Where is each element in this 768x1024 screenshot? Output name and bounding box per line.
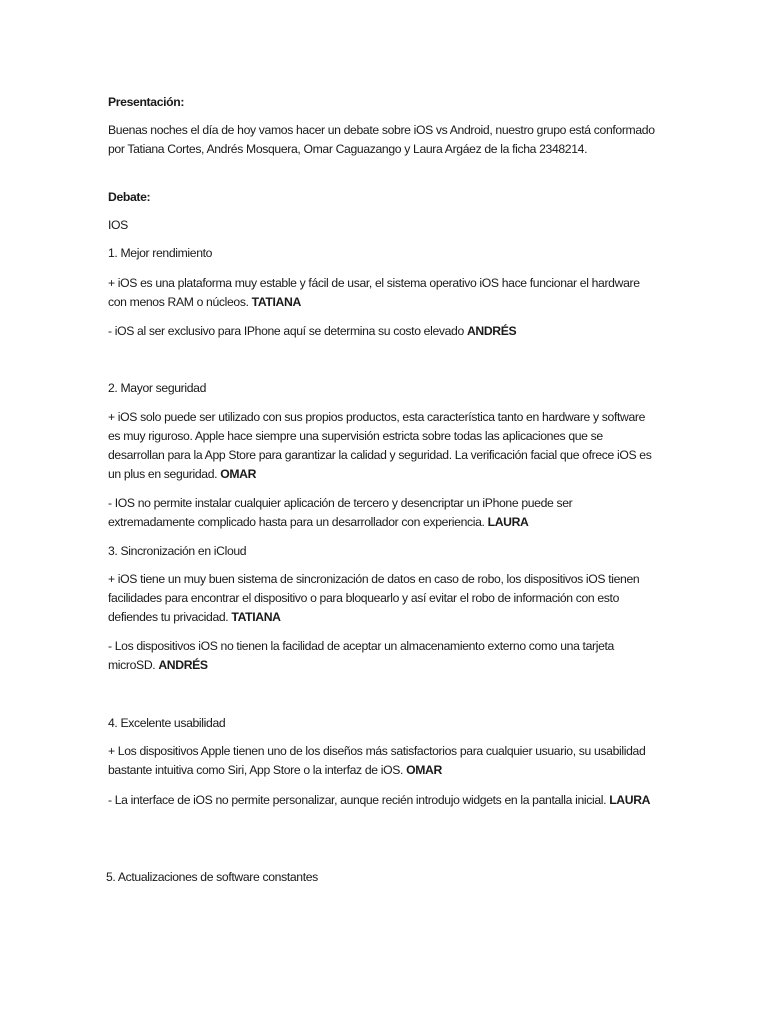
argument-author: ANDRÉS <box>466 324 517 338</box>
section-title: 4. Excelente usabilidad <box>108 716 226 730</box>
argument-author: TATIANA <box>251 295 301 309</box>
presentation-heading: Presentación: <box>108 95 185 109</box>
argument-text: + iOS tiene un muy buen sistema de sincronización de datos en caso de robo, los dispositivos iOS tienen facilidades para encontrar el dispositivo o para bloquearlo y así evitar el robo de información con esto defiendes tu privacidad. <box>108 572 640 624</box>
argument-text: - IOS no permite instalar cualquier aplicación de tercero y desencriptar un iPhone puede ser extremadamente complicado hasta para un desarrollador con experiencia. <box>108 496 573 529</box>
argument-author: TATIANA <box>231 610 281 624</box>
section-title: 1. Mejor rendimiento <box>108 246 213 260</box>
argument-author: OMAR <box>220 467 257 481</box>
pro-argument <box>108 408 656 484</box>
pro-argument <box>108 742 656 780</box>
argument-text: + iOS solo puede ser utilizado con sus propios productos, esta característica tanto en hardware y software es muy riguroso. Apple hace siempre una supervisión estricta sobre todas las aplicaciones que se desarrollan para la App Store para garantizar la calidad y seguridad. La verificación facial que ofrece iOS es un plus en seguridad. <box>108 410 652 481</box>
section-title: 2. Mayor seguridad <box>108 381 207 395</box>
intro-paragraph: Buenas noches el día de hoy vamos hacer un debate sobre iOS vs Android, nuestro grupo está conformado por Tatiana Cortes, Andrés Mosquera, Omar Caguazango y Laura Argáez de la ficha 2348214. <box>108 123 655 156</box>
argument-text: - La interface de iOS no permite personalizar, aunque recién introdujo widgets en la pantalla inicial. <box>108 793 610 807</box>
ios-label: IOS <box>108 218 128 232</box>
argument-author: OMAR <box>406 763 442 777</box>
argument-author: LAURA <box>487 515 529 529</box>
con-argument <box>108 637 656 675</box>
argument-text: - iOS al ser exclusivo para IPhone aquí se determina su costo elevado <box>108 324 467 338</box>
argument-text: + Los dispositivos Apple tienen uno de los diseños más satisfactorios para cualquier usuario, su usabilidad bastante intuitiva como Siri, App Store o la interfaz de iOS. <box>108 744 646 777</box>
section-title: 5. Actualizaciones de software constantes <box>106 870 318 884</box>
argument-text: - Los dispositivos iOS no tienen la facilidad de aceptar un almacenamiento externo como una tarjeta microSD. <box>108 639 614 672</box>
section-title: 3. Sincronización en iCloud <box>108 544 247 558</box>
con-argument <box>108 791 656 810</box>
debate-heading: Debate: <box>108 190 151 204</box>
argument-author: LAURA <box>609 793 651 807</box>
con-argument <box>108 322 656 341</box>
argument-author: ANDRÉS <box>158 658 208 672</box>
argument-text: + iOS es una plataforma muy estable y fácil de usar, el sistema operativo iOS hace funcionar el hardware con menos RAM o núcleos. <box>108 276 640 309</box>
pro-argument <box>108 274 656 312</box>
con-argument <box>108 494 656 532</box>
pro-argument <box>108 570 656 627</box>
